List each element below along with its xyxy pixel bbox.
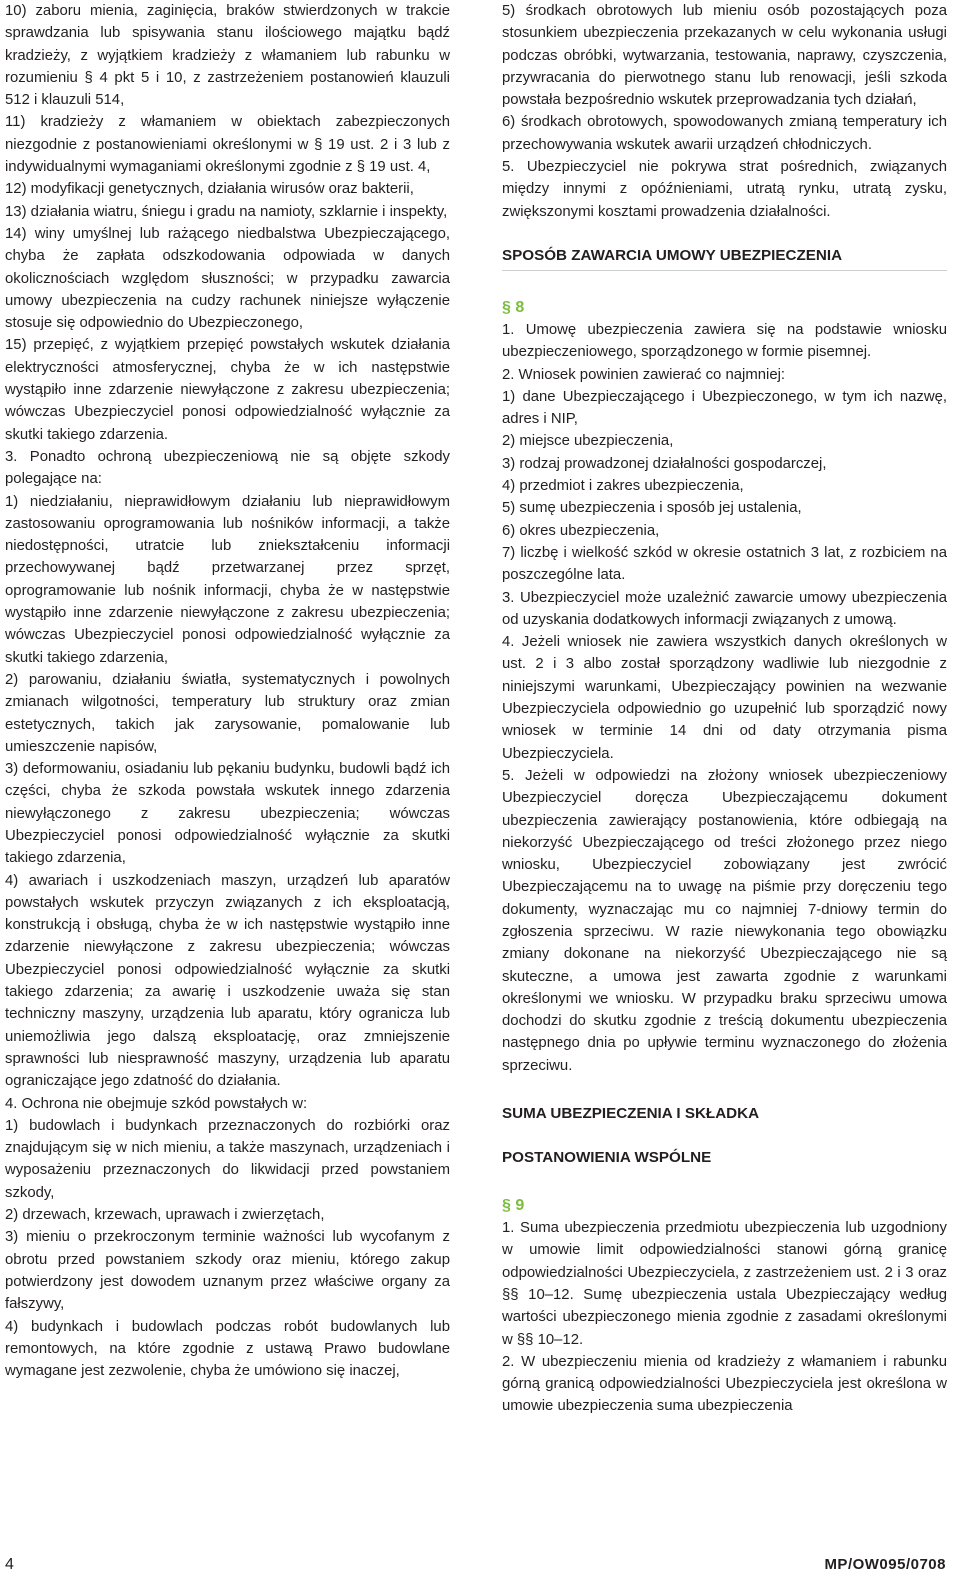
section-heading-common: POSTANOWIENIA WSPÓLNE bbox=[502, 1149, 712, 1167]
paragraph: 1. Umowę ubezpieczenia zawiera się na podstawie wniosku ubezpieczeniowego, sporządzonego w formie pisemnej. bbox=[502, 321, 947, 361]
page-number: 4 bbox=[5, 1556, 14, 1573]
paragraph: 3) deformowaniu, osiadaniu lub pękaniu budynku, budowli bądź ich części, chyba że szkoda powstała wskutek innego zdarzenia niewyłączonego z zakresu ubezpieczenia; wówczas Ubezpieczyciel ponosi odpowiedzialność wyłącznie za skutki takiego zdarzenia, bbox=[5, 761, 450, 867]
paragraph: 2) parowaniu, działaniu światła, systematycznych i powolnych zmianach wilgotności, temperatury lub struktury oraz zmian estetycznych, takich jak zarysowanie, pomalowanie lub umieszczenie napisów, bbox=[5, 671, 450, 755]
section-number-8: § 8 bbox=[502, 298, 525, 316]
paragraph: 14) winy umyślnej lub rażącego niedbalstwa Ubezpieczającego, chyba że zapłata odszkodowania odpowiada w danych okolicznościach względom słuszności; w przypadku zawarcia umowy ubezpieczenia na cudzy rachunek niniejsze wyłączenie stosuje się odpowiednio do Ubezpieczonego, bbox=[5, 225, 450, 332]
paragraph: 5. Jeżeli w odpowiedzi na złożony wniosek ubezpieczeniowy Ubezpieczyciel doręcza Ubezpieczającemu dokument ubezpieczenia zawierający postanowienia, które odbiegają na niekorzyść Ubezpieczającego od treści złożonego przez niego wniosku, Ubezpieczyciel zobowiązany jest zwrócić Ubezpieczającemu na to uwagę na piśmie przy doręczeniu tego dokumenty, wyznaczając mu co najmniej 7-dniowy termin do zgłoszenia sprzeciwu. W razie niewykonania tego obowiązku zmiany dokonane na niekorzyść Ubezpieczającego nie są skuteczne, a umowa jest zawarta zgodnie z warunkami określonymi we wniosku. W przypadku braku sprzeciwu umowa dochodzi do skutku zgodnie z treścią dokumentu ubezpieczenia następnego dnia po upływie terminu wyznaczonego do złożenia sprzeciwu. bbox=[502, 767, 947, 1074]
paragraph: 1) dane Ubezpieczającego i Ubezpieczonego, w tym ich nazwę, adres i NIP, bbox=[502, 388, 947, 428]
paragraph: 4. Jeżeli wniosek nie zawiera wszystkich danych określonych w ust. 2 i 3 albo został sporządzony wadliwie lub niezgodnie z niniejszymi warunkami, Ubezpieczający powinien na wezwanie Ubezpieczyciela odpowiednio go uzupełnić lub sporządzić nowy wniosek w terminie 14 dni od daty otrzymania pisma Ubezpieczyciela. bbox=[502, 634, 947, 762]
paragraph: 2. Wniosek powinien zawierać co najmniej: bbox=[502, 366, 786, 383]
paragraph: 3) rodzaj prowadzonej działalności gospodarczej, bbox=[502, 455, 827, 472]
paragraph: 6) środkach obrotowych, spowodowanych zmianą temperatury ich przechowywania wskutek awarii urządzeń chłodniczych. bbox=[502, 114, 947, 153]
section-heading-sum: SUMA UBEZPIECZENIA I SKŁADKA bbox=[502, 1105, 760, 1123]
paragraph: 4) przedmiot i zakres ubezpieczenia, bbox=[502, 478, 744, 495]
paragraph: 1) niedziałaniu, nieprawidłowym działaniu lub nieprawidłowym zastosowaniu oprogramowania lub nośników informacji, a także niedostępności, utratcie lub zniekształceniu informacji przechowywanej bądź przetwarzanej przez sprzęt, oprogramowanie lub nośnik informacji, chyba że w następstwie wystąpiło inne zdarzenie niewyłączone z zakresu ubezpieczenia; wówczas Ubezpieczyciel ponosi odpowiedzialność wyłącznie za skutki takiego zdarzenia, bbox=[5, 493, 450, 666]
paragraph: 12) modyfikacji genetycznych, działania wirusów oraz bakterii, bbox=[5, 181, 414, 198]
document-code: MP/OW095/0708 bbox=[824, 1556, 946, 1573]
paragraph: 15) przepięć, z wyjątkiem przepięć powstałych wskutek działania elektryczności atmosferycznej, chyba że w ich następstwie wystąpiło inne zdarzenie niewyłączone z zakresu ubezpieczenia; wówczas Ubezpieczyciel ponosi odpowiedzialność wyłącznie za skutki takiego zdarzenia. bbox=[5, 337, 450, 443]
paragraph: 3. Ponadto ochroną ubezpieczeniową nie są objęte szkody polegające na: bbox=[5, 448, 450, 488]
paragraph: 11) kradzieży z włamaniem w obiektach zabezpieczonych niezgodnie z postanowieniami określonymi w § 19 ust. 2 i 3 lub z indywidualnymi wymaganiami określonymi zgodnie z § 19 ust. 4, bbox=[5, 114, 450, 176]
paragraph: 3. Ubezpieczyciel może uzależnić zawarcie umowy ubezpieczenia od uzyskania dodatkowych informacji związanych z umową. bbox=[502, 589, 947, 628]
paragraph: 7) liczbę i wielkość szkód w okresie ostatnich 3 lat, z rozbiciem na poszczególne lata. bbox=[502, 544, 947, 584]
paragraph: 1) budowlach i budynkach przeznaczonych do rozbiórki oraz znajdującym się w nich mieniu, a także maszynach, urządzeniach i wyposażeniu przeznaczonych do likwidacji przed powstaniem szkody, bbox=[5, 1117, 450, 1201]
paragraph: 3) mieniu o przekroczonym terminie ważności lub wycofanym z obrotu przed powstaniem szkody oraz mieniu, którego zakup potwierdzony jest dowodem uznanym przez właściwe organy za fałszywy, bbox=[5, 1229, 450, 1313]
paragraph: 6) okres ubezpieczenia, bbox=[502, 522, 660, 539]
paragraph: 1. Suma ubezpieczenia przedmiotu ubezpieczenia lub uzgodniony w umowie limit odpowiedzialności stanowi górną granicę odpowiedzialności Ubezpieczyciela, z zastrzeżeniem ust. 2 i 3 oraz §§ 10–12. Sumę ubezpieczenia ustala Ubezpieczający według wartości ubezpieczonego mienia zgodnie z zasadami określonymi w §§ 10–12. bbox=[502, 1220, 947, 1348]
paragraph: 5) środkach obrotowych lub mieniu osób pozostających poza stosunkiem ubezpieczenia przekazanych w celu wykonania usługi podczas obróbki, wytwarzania, testowania, naprawy, czyszczenia, przywracania do pierwotnego stanu lub renowacji, jeśli szkoda powstała bezpośrednio wskutek przeprowadzania tych działań, bbox=[502, 3, 947, 109]
paragraph: 4) awariach i uszkodzeniach maszyn, urządzeń lub aparatów powstałych wskutek przyczyn związanych z ich eksploatacją, konstrukcją i obsługą, chyba że w ich następstwie wystąpiło inne zdarzenie niewyłączone z zakresu ubezpieczenia; wówczas Ubezpieczyciel ponosi odpowiedzialność wyłącznie za skutki takiego zdarzenia; za awarię i uszkodzenie uważa się stan techniczny maszyny, urządzenia lub aparatu, który ogranicza lub uniemożliwia jego dalszą eksploatację, oraz zmniejszenie sprawności lub niesprawność maszyny, urządzenia lub aparatu ograniczające jego zdatność do działania. bbox=[5, 872, 450, 1090]
paragraph: 13) działania wiatru, śniegu i gradu na namioty, szklarnie i inspekty, bbox=[5, 203, 448, 220]
paragraph: 5. Ubezpieczyciel nie pokrywa strat pośrednich, związanych między innymi z opóźnieniami, utratą rynku, utratą zysku, zwiększonymi kosztami prowadzenia działalności. bbox=[502, 159, 947, 220]
left-column bbox=[5, 0, 450, 1382]
paragraph: 4. Ochrona nie obejmuje szkód powstałych w: bbox=[5, 1095, 308, 1112]
paragraph: 4) budynkach i budowlach podczas robót budowlanych lub remontowych, na które zgodnie z ustawą Prawo budowlane wymagane jest zezwolenie, chyba że umówiono się inaczej, bbox=[5, 1318, 450, 1380]
paragraph: 2) miejsce ubezpieczenia, bbox=[502, 433, 674, 450]
section-heading-contract: SPOSÓB ZAWARCIA UMOWY UBEZPIECZENIA bbox=[502, 245, 947, 271]
paragraph: 10) zaboru mienia, zaginięcia, braków stwierdzonych w trakcie sprawdzania lub spisywania stanu ilościowego majątku bądź kradzieży, z wyjątkiem kradzieży z włamaniem lub rabunku w rozumieniu § 4 pkt 5 i 10, z zastrzeżeniem postanowień klauzuli 512 i klauzuli 514, bbox=[5, 3, 450, 109]
paragraph: 2. W ubezpieczeniu mienia od kradzieży z włamaniem i rabunku górną granicą odpowiedzialności Ubezpieczyciela jest określona w umowie ubezpieczenia suma ubezpieczenia bbox=[502, 1353, 947, 1415]
section-number-9: § 9 bbox=[502, 1197, 525, 1215]
paragraph: 2) drzewach, krzewach, uprawach i zwierzętach, bbox=[5, 1207, 325, 1224]
paragraph: 5) sumę ubezpieczenia i sposób jej ustalenia, bbox=[502, 500, 802, 517]
right-column bbox=[502, 0, 947, 1418]
